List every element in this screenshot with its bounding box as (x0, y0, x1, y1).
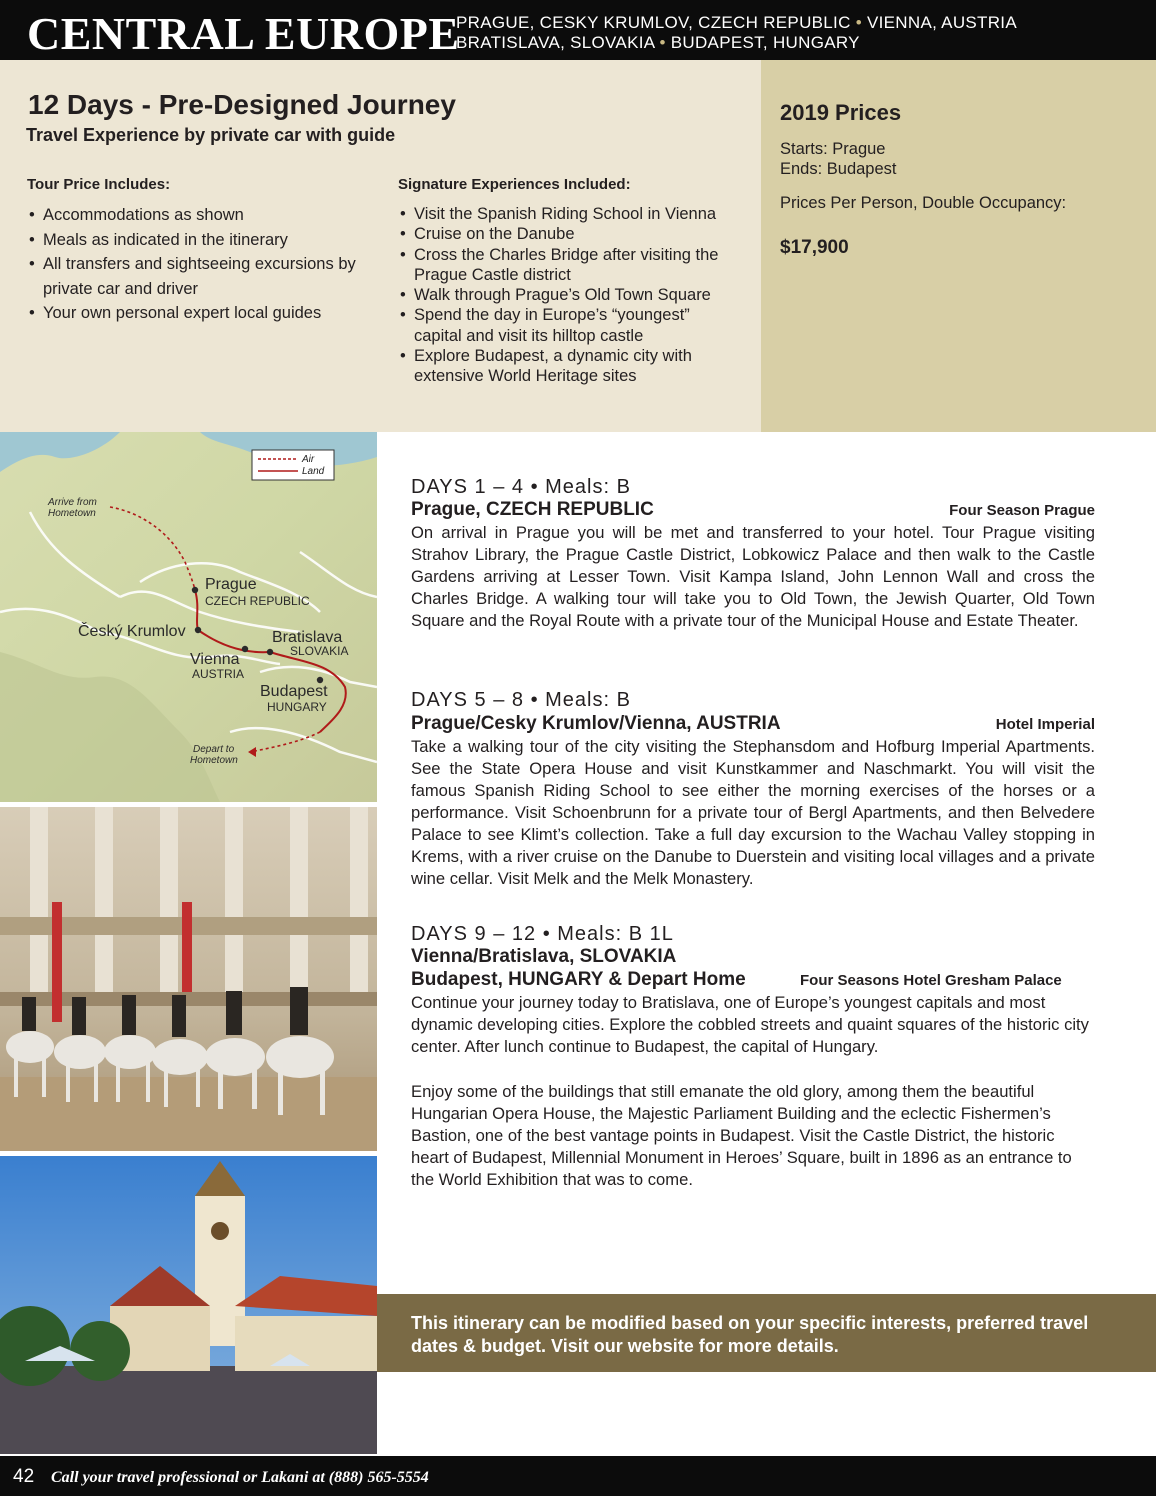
hotel-name: Hotel Imperial (995, 716, 1095, 733)
city-marker (195, 627, 201, 633)
building-facade (235, 1316, 377, 1371)
city-label-prague: Prague (205, 576, 257, 593)
day-description: On arrival in Prague you will be met and transferred to your hotel. Tour Prague visiting Strahov Library, the Prague Castle District, Lobkowicz Palace and then walk to the Castle Gardens arriving at Lesser Town. Visit Kampa Island, John Lennon Wall and cross the Charles Bridge. A walking tour will take you to Old Town, the Jewish Quarter, Old Town Square and the Royal Route with a private tour of the Municipal House and Estate Theater. (411, 523, 1095, 630)
day-description: Continue your journey today to Bratislava, one of Europe’s youngest capitals and most dynamic developing cities. Explore the cobbled streets and quaint squares of the historic city center. After lunch continue to Budapest, the capital of Hungary. (411, 993, 1089, 1056)
list-item: • Cruise on the Danube (398, 224, 738, 244)
city-marker (267, 649, 273, 655)
day-location: Prague, CZECH REPUBLIC (411, 499, 654, 520)
signature-experiences-heading: Signature Experiences Included: (398, 176, 631, 193)
city-marker (242, 646, 248, 652)
arrive-label: Arrive from (48, 497, 97, 508)
end-city: Ends: Budapest (780, 160, 897, 178)
destinations-line-1: PRAGUE, CESKY KRUMLOV, CZECH REPUBLIC • VIENNA, AUSTRIA (456, 13, 1017, 32)
list-item: • All transfers and sightseeing excursions by private car and driver (27, 252, 357, 301)
route-map (0, 432, 377, 802)
tree (70, 1321, 130, 1381)
hotel-name: Four Seasons Hotel Gresham Palace (800, 972, 1062, 989)
tour-price-includes-heading: Tour Price Includes: (27, 176, 171, 193)
depart-label: Depart to (193, 744, 235, 755)
country-label-czech: CZECH REPUBLIC (205, 594, 310, 608)
signature-experiences-list (398, 204, 738, 387)
flag-red (182, 902, 192, 992)
day-description: Enjoy some of the buildings that still emanate the old glory, among them the beautiful Hungarian Opera House, the Majestic Parliament Building and the eclectic Fishermen’s Bastion, one of the best vantage points in Budapest. Visit the Castle District, the historic heart of Budapest, Millennial Monument in Heroes’ Square, built in 1896 as an entrance to the World Exhibition that was to come. (411, 1082, 1072, 1189)
list-item: • Explore Budapest, a dynamic city with extensive World Heritage sites (398, 346, 738, 387)
separator-dot: • (659, 33, 666, 52)
banner-text: This itinerary can be modified based on your specific interests, preferred travel dates & budget. Visit our website for more details. (411, 1313, 1089, 1356)
page-number: 42 (13, 1466, 35, 1487)
bratislava-square-photo (0, 1156, 377, 1454)
list-item: • Accommodations as shown (27, 203, 357, 228)
city-label-bratislava: Bratislava (272, 629, 343, 646)
start-city: Starts: Prague (780, 140, 886, 158)
day-location: Vienna/Bratislava, SLOVAKIA (411, 946, 677, 967)
price-basis: Prices Per Person, Double Occupancy: (780, 194, 1067, 212)
country-label-slovakia: SLOVAKIA (290, 644, 349, 658)
tour-price-includes-list (27, 203, 357, 326)
depart-label: Hometown (190, 755, 238, 766)
crowd-square (0, 1366, 377, 1454)
list-item: • Your own personal expert local guides (27, 301, 357, 326)
day-location: Budapest, HUNGARY & Depart Home (411, 969, 746, 990)
country-label-hungary: HUNGARY (267, 700, 327, 714)
list-item: • Cross the Charles Bridge after visiting the Prague Castle district (398, 245, 738, 286)
riding-school-photo (0, 807, 377, 1151)
price-amount: $17,900 (780, 237, 849, 258)
arrive-label: Hometown (48, 508, 96, 519)
day-heading: DAYS 1 – 4 • Meals: B (411, 476, 631, 498)
destinations-list (456, 13, 1017, 53)
journey-title: 12 Days - Pre-Designed Journey (28, 89, 456, 120)
city-label-budapest: Budapest (260, 683, 328, 700)
city-label-vienna: Vienna (190, 651, 240, 668)
legend-land: Land (302, 466, 325, 477)
legend-air: Air (302, 454, 315, 465)
prices-title: 2019 Prices (780, 100, 902, 125)
destinations-line-2: BRATISLAVA, SLOVAKIA • BUDAPEST, HUNGARY (456, 33, 860, 52)
country-label-austria: AUSTRIA (192, 667, 245, 681)
journey-subtitle: Travel Experience by private car with guide (26, 125, 396, 145)
day-location: Prague/Cesky Krumlov/Vienna, AUSTRIA (411, 713, 781, 734)
contact-note: Call your travel professional or Lakani at (888) 565-5554 (51, 1469, 429, 1486)
list-item: • Visit the Spanish Riding School in Vienna (398, 204, 738, 224)
separator-dot: • (855, 13, 862, 32)
day-heading: DAYS 9 – 12 • Meals: B 1L (411, 923, 674, 945)
map-legend (252, 450, 334, 480)
city-marker (192, 587, 198, 593)
flag-red (52, 902, 62, 1022)
tower-clock (211, 1222, 229, 1240)
hotel-name: Four Season Prague (949, 502, 1095, 519)
region-title: CENTRAL EUROPE (27, 8, 460, 59)
list-item: • Walk through Prague’s Old Town Square (398, 285, 738, 305)
city-label-krumlov: Český Krumlov (78, 623, 186, 640)
day-description: Take a walking tour of the city visiting the Stephansdom and Hofburg Imperial Apartments. See the State Opera House and visit Kunstkammer and Naschmarkt. You will visit the famous Spanish Riding School to see either the morning exercises of the horses or a performance. Visit Schoenbrunn for a private tour of Bergl Apartments, and then Belvedere Palace to see Klimt’s collection. Take a full day excursion to the Wachau Valley stopping in Krems, with a river cruise on the Danube to Duerstein and visiting local villages and a private wine cellar. Visit Melk and the Melk Monastery. (411, 737, 1095, 888)
list-item: • Spend the day in Europe’s “youngest” capital and visit its hilltop castle (398, 305, 738, 346)
list-item: • Meals as indicated in the itinerary (27, 228, 357, 253)
day-heading: DAYS 5 – 8 • Meals: B (411, 689, 631, 711)
